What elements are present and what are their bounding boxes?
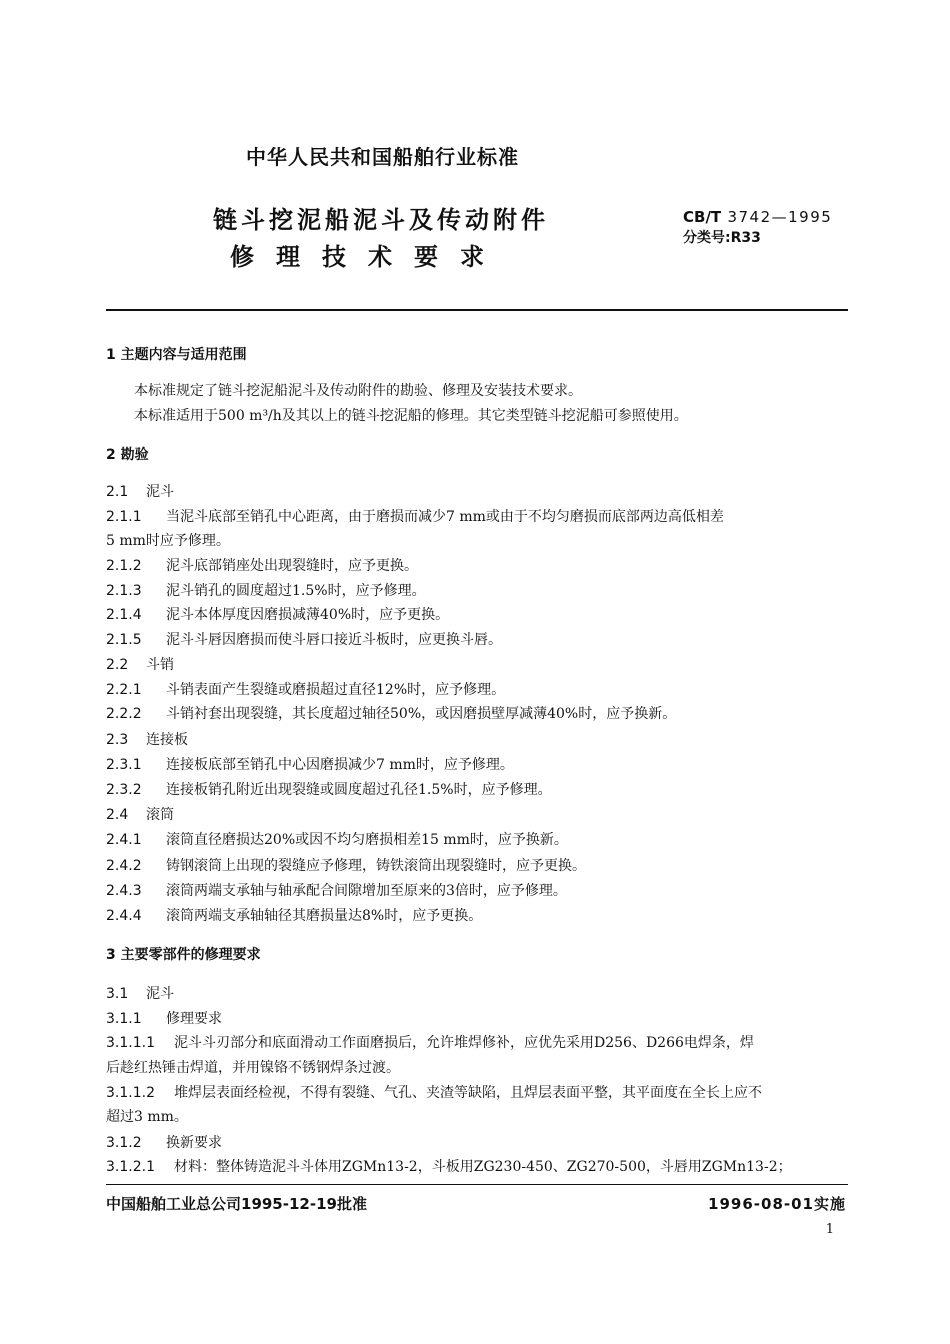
clause-text: 滚筒 bbox=[146, 807, 174, 823]
clause-number: 2.4.2 bbox=[106, 858, 142, 874]
clause-number: 2.1.5 bbox=[106, 632, 142, 648]
clause bbox=[106, 880, 567, 900]
clause-text: 修理要求 bbox=[166, 1011, 222, 1027]
clause bbox=[106, 703, 676, 723]
clause-text: 斗销表面产生裂缝或磨损超过直径12%时，应予修理。 bbox=[166, 682, 506, 698]
clause-heading bbox=[106, 729, 188, 749]
clause bbox=[106, 604, 449, 624]
page-number: 1 bbox=[825, 1222, 834, 1237]
standard-code-number: 3742—1995 bbox=[727, 208, 833, 226]
clause-number: 2.3.1 bbox=[106, 757, 142, 773]
clause-text: 滚筒直径磨损达20%或因不均匀磨损相差15 mm时，应予换新。 bbox=[166, 832, 568, 848]
footer-divider bbox=[106, 1184, 848, 1185]
classification-code: 分类号:R33 bbox=[683, 230, 761, 246]
paragraph-continuation: 超过3 mm。 bbox=[106, 1109, 188, 1125]
standard-category-title: 中华人民共和国船舶行业标准 bbox=[246, 145, 519, 169]
clause-number: 2.1 bbox=[106, 484, 129, 500]
clause-heading bbox=[106, 983, 174, 1003]
clause-text: 堆焊层表面经检视，不得有裂缝、气孔、夹渣等缺陷，且焊层表面平整，其平面度在全长上应不 bbox=[174, 1085, 762, 1101]
clause-heading bbox=[106, 654, 174, 674]
clause-number: 3.1.1 bbox=[106, 1011, 142, 1027]
clause bbox=[106, 754, 514, 774]
clause-number: 2.4 bbox=[106, 807, 129, 823]
clause bbox=[106, 1032, 754, 1052]
clause-number: 2.4.3 bbox=[106, 883, 142, 899]
clause-text: 滚筒两端支承轴与轴承配合间隙增加至原来的3倍时，应予修理。 bbox=[166, 883, 567, 899]
clause bbox=[106, 829, 568, 849]
clause bbox=[106, 905, 482, 925]
clause-text: 连接板底部至销孔中心因磨损减少7 mm时，应予修理。 bbox=[166, 757, 514, 773]
clause-heading bbox=[106, 804, 174, 824]
clause-text: 连接板 bbox=[146, 732, 188, 748]
clause-text: 泥斗斗刃部分和底面滑动工作面磨损后，允许堆焊修补，应优先采用D256、D266电焊条，焊 bbox=[174, 1035, 754, 1051]
clause bbox=[106, 1132, 222, 1152]
clause bbox=[106, 1082, 762, 1102]
paragraph-continuation: 后趁红热锤击焊道，并用镍铬不锈钢焊条过渡。 bbox=[106, 1060, 400, 1076]
clause-text: 当泥斗底部至销孔中心距离，由于磨损而减少7 mm或由于不均匀磨损而底部两边高低相差 bbox=[166, 509, 724, 525]
clause bbox=[106, 1008, 222, 1028]
clause-text: 泥斗 bbox=[146, 484, 174, 500]
clause-number: 2.1.2 bbox=[106, 558, 142, 574]
clause-number: 2.3.2 bbox=[106, 782, 142, 798]
standard-code-prefix: CB/T bbox=[683, 208, 722, 226]
clause-text: 斗销 bbox=[146, 657, 174, 673]
clause-number: 3.1 bbox=[106, 986, 129, 1002]
clause bbox=[106, 506, 724, 526]
clause bbox=[106, 580, 426, 600]
clause-text: 材料：整体铸造泥斗斗体用ZGMn13-2，斗板用ZG230-450、ZG270-500，斗唇用ZGMn13-2； bbox=[174, 1159, 792, 1175]
clause-text: 泥斗本体厚度因磨损减薄40%时，应予更换。 bbox=[166, 607, 450, 623]
clause-text: 泥斗斗唇因磨损而使斗唇口接近斗板时，应更换斗唇。 bbox=[166, 632, 502, 648]
clause-text: 滚筒两端支承轴轴径其磨损量达8%时，应予更换。 bbox=[166, 908, 483, 924]
clause-number: 2.2.1 bbox=[106, 682, 142, 698]
clause-text: 斗销衬套出现裂缝，其长度超过轴径50%，或因磨损壁厚减薄40%时，应予换新。 bbox=[166, 706, 677, 722]
approval-line: 中国船舶工业总公司1995-12-19批准 bbox=[106, 1195, 367, 1213]
document-title-line-2: 修理技术要求 bbox=[230, 243, 506, 271]
clause-text: 连接板销孔附近出现裂缝或圆度超过孔径1.5%时，应予修理。 bbox=[166, 782, 552, 798]
clause bbox=[106, 855, 586, 875]
clause-number: 3.1.1.2 bbox=[106, 1085, 155, 1101]
implementation-date: 1996-08-01实施 bbox=[708, 1195, 846, 1213]
section-heading: 3 主要零部件的修理要求 bbox=[106, 947, 261, 963]
clause-number: 2.4.1 bbox=[106, 832, 142, 848]
clause-number: 2.1.4 bbox=[106, 607, 142, 623]
document-title-line-1: 链斗挖泥船泥斗及传动附件 bbox=[213, 206, 549, 234]
clause-text: 换新要求 bbox=[166, 1135, 222, 1151]
clause-number: 2.2.2 bbox=[106, 706, 142, 722]
clause bbox=[106, 779, 552, 799]
clause bbox=[106, 1156, 792, 1176]
clause-text: 泥斗底部销座处出现裂缝时，应予更换。 bbox=[166, 558, 418, 574]
clause-number: 3.1.2.1 bbox=[106, 1159, 155, 1175]
section-heading: 1 主题内容与适用范围 bbox=[106, 347, 247, 363]
clause bbox=[106, 679, 505, 699]
paragraph: 本标准规定了链斗挖泥船泥斗及传动附件的勘验、修理及安装技术要求。 bbox=[134, 383, 582, 399]
clause-number: 2.4.4 bbox=[106, 908, 142, 924]
standard-code bbox=[683, 208, 832, 226]
clause-number: 2.1.1 bbox=[106, 509, 142, 525]
paragraph-continuation: 5 mm时应予修理。 bbox=[106, 533, 230, 549]
clause bbox=[106, 629, 502, 649]
clause-text: 泥斗销孔的圆度超过1.5%时，应予修理。 bbox=[166, 583, 426, 599]
header-divider bbox=[106, 309, 848, 311]
clause bbox=[106, 555, 418, 575]
clause-number: 3.1.1.1 bbox=[106, 1035, 155, 1051]
clause-number: 2.1.3 bbox=[106, 583, 142, 599]
clause-text: 泥斗 bbox=[146, 986, 174, 1002]
clause-text: 铸钢滚筒上出现的裂缝应予修理，铸铁滚筒出现裂缝时，应予更换。 bbox=[166, 858, 586, 874]
clause-number: 3.1.2 bbox=[106, 1135, 142, 1151]
paragraph: 本标准适用于500 m³/h及其以上的链斗挖泥船的修理。其它类型链斗挖泥船可参照使用。 bbox=[134, 408, 688, 424]
clause-number: 2.2 bbox=[106, 657, 129, 673]
section-heading: 2 勘验 bbox=[106, 447, 149, 463]
clause-heading bbox=[106, 481, 174, 501]
clause-number: 2.3 bbox=[106, 732, 129, 748]
